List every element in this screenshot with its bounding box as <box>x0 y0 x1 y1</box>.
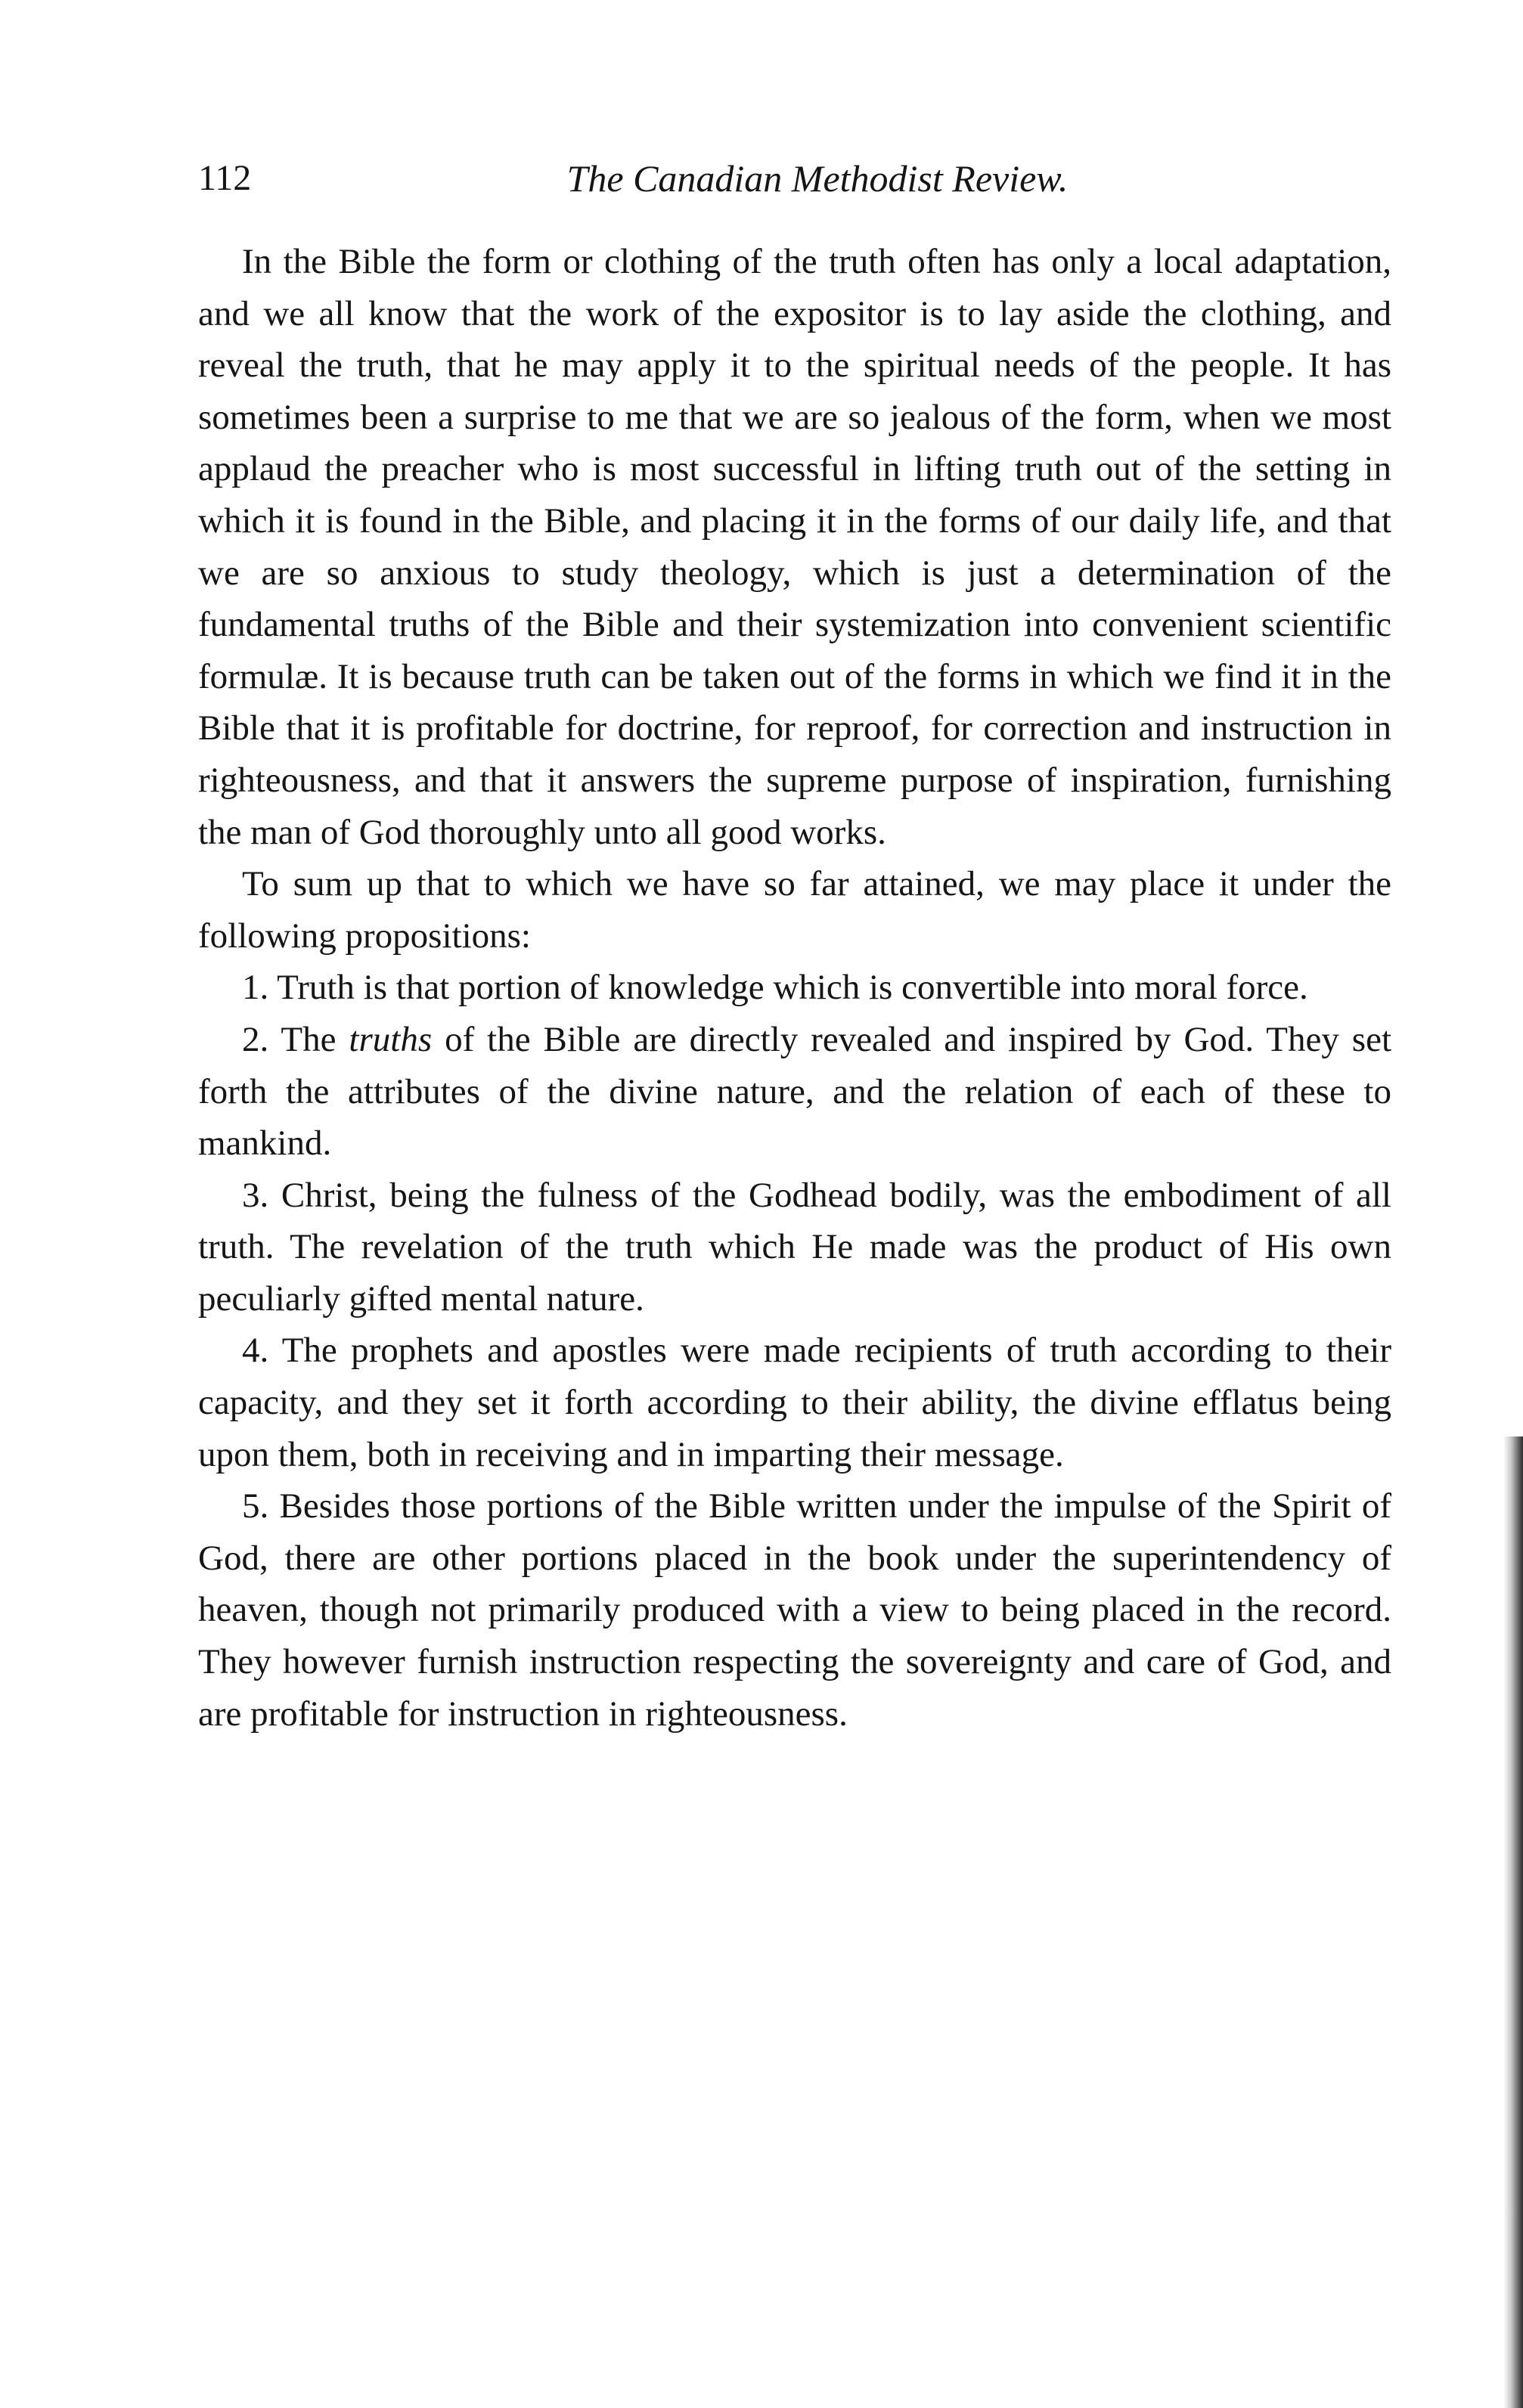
proposition-2 <box>198 1014 1391 1170</box>
document-page <box>198 0 1391 2408</box>
running-head <box>198 156 1391 209</box>
proposition-4: 4. The prophets and apostles were made recipients of truth according to their capacity, and they set it forth according to their ability, the divine efflatus being upon them, both in receiving and in imparting their message. <box>198 1331 1391 1474</box>
proposition-2-emphasis: truths <box>349 1019 433 1059</box>
body-text <box>198 236 1391 1740</box>
proposition-2-end: of the Bible are directly revealed and inspired by God. They set forth the attributes of the divine nature, and the relation of each of these to mankind. <box>198 1019 1391 1164</box>
proposition-1: 1. Truth is that portion of knowledge which is convertible into moral force. <box>242 968 1308 1008</box>
paragraph-bible-form: In the Bible the form or clothing of the truth often has only a local adaptation, and we all know that the work of the expositor is to lay aside the clothing, and reveal the truth, that he may apply it to the spiritual needs of the people. It has sometimes been a surprise to me that we are so jealous of the form, when we most applaud the preacher who is most successful in lifting truth out of the setting in which it is found in the Bible, and placing it in the forms of our daily life, and that we are so anxious to study theology, which is just a determination of the fundamental truths of the Bible and their systemization into convenient scientific formulæ. It is because truth can be taken out of the forms in which we find it in the Bible that it is profitable for doctrine, for reproof, for correction and instruction in righteousness, and that it answers the supreme purpose of inspiration, furnishing the man of God thoroughly unto all good works. <box>198 242 1391 852</box>
page-number: 112 <box>198 158 252 198</box>
journal-title: The Canadian Methodist Review. <box>566 157 1069 200</box>
paragraph-summary-intro: To sum up that to which we have so far attained, we may place it under the following propositions: <box>198 864 1391 956</box>
proposition-2-start: 2. The <box>242 1019 349 1059</box>
proposition-3: 3. Christ, being the fulness of the Godhead bodily, was the embodiment of all truth. The revelation of the truth which He made was the product of His own peculiarly gifted mental nature. <box>198 1175 1391 1319</box>
page-edge-shadow <box>1503 1436 1523 2408</box>
proposition-5: 5. Besides those portions of the Bible written under the impulse of the Spirit of God, there are other portions placed in the book under the superintendency of heaven, though not primarily produced with a view to being placed in the record. They however furnish instruction respecting the sovereignty and care of God, and are profitable for instruction in righteousness. <box>198 1486 1391 1734</box>
